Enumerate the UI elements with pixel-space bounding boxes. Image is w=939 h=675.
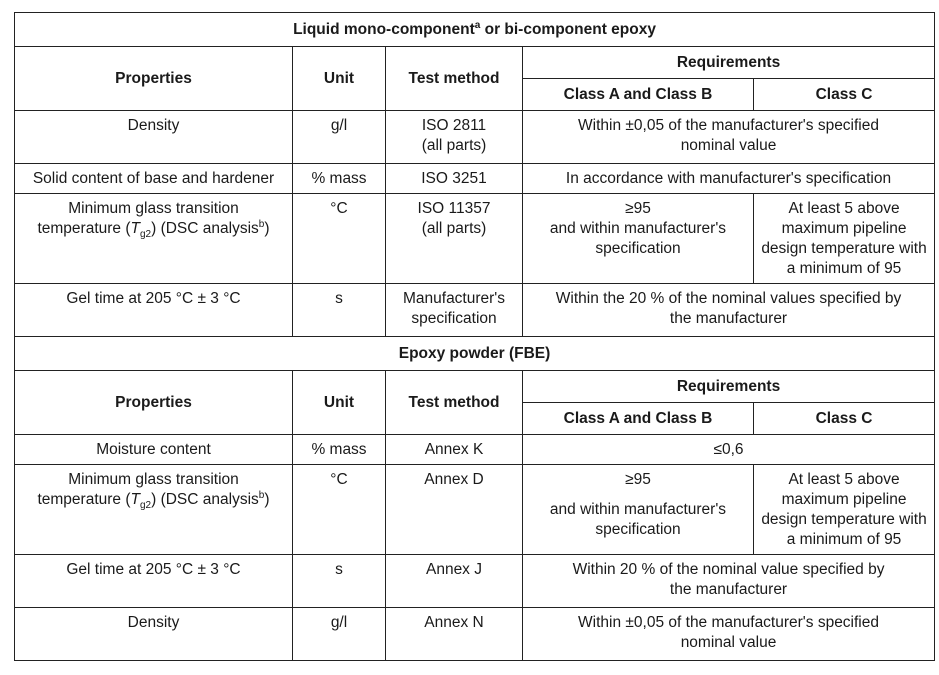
header-row-1 <box>15 47 935 79</box>
header-unit: Unit <box>293 47 386 111</box>
table-row <box>15 284 935 337</box>
cell-method: Annex K <box>386 435 523 465</box>
cell-property: Density <box>15 111 293 164</box>
table-row <box>15 555 935 608</box>
cell-method: Annex D <box>386 465 523 555</box>
cell-requirement: Within 20 % of the nominal value specified by the manufacturer <box>523 555 935 608</box>
section-liquid-epoxy-title-row <box>15 13 935 47</box>
header-properties: Properties <box>15 47 293 111</box>
cell-requirement: In accordance with manufacturer's specification <box>523 164 935 194</box>
cell-method: ISO 11357 (all parts) <box>386 194 523 284</box>
cell-method: Annex J <box>386 555 523 608</box>
section-liquid-epoxy-title: Liquid mono-component$^a$ or bi-component epoxy <box>15 13 935 47</box>
header-test-method: Test method <box>386 47 523 111</box>
table-row <box>15 435 935 465</box>
footnote-a-marker: a <box>474 19 481 31</box>
cell-unit: g/l <box>293 111 386 164</box>
cell-property: Minimum glass transition temperature $(T_{g2})$ (DSC analysis$^b$) <box>15 194 293 284</box>
cell-method: ISO 2811 (all parts) <box>386 111 523 164</box>
cell-unit: g/l <box>293 608 386 661</box>
header-unit: Unit <box>293 371 386 435</box>
cell-property: Solid content of base and hardener <box>15 164 293 194</box>
header-class-c: Class C <box>754 79 935 111</box>
header-class-c: Class C <box>754 403 935 435</box>
cell-unit: s <box>293 284 386 337</box>
cell-requirement: Within the 20 % of the nominal values specified by the manufacturer <box>523 284 935 337</box>
cell-method: Manufacturer's specification <box>386 284 523 337</box>
cell-property: Gel time at 205 °C ± 3 °C <box>15 284 293 337</box>
table-row <box>15 465 935 555</box>
cell-requirement-class-c: At least 5 above maximum pipeline design temperature with a minimum of 95 <box>754 465 935 555</box>
requirements-table-container <box>14 12 934 661</box>
header-class-ab: Class A and Class B <box>523 79 754 111</box>
header-requirements: Requirements <box>523 47 935 79</box>
cell-unit: °C <box>293 194 386 284</box>
cell-property: Moisture content <box>15 435 293 465</box>
cell-unit: s <box>293 555 386 608</box>
header-class-ab: Class A and Class B <box>523 403 754 435</box>
table-row <box>15 111 935 164</box>
header-requirements: Requirements <box>523 371 935 403</box>
cell-requirement-class-ab: ≥95 and within manufacturer's specification <box>523 194 754 284</box>
cell-requirement-class-ab: ≥95 and within manufacturer's specification <box>523 465 754 555</box>
cell-property: Minimum glass transition temperature $(T_{g2})$ (DSC analysis$^b$) <box>15 465 293 555</box>
cell-requirement: Within ±0,05 of the manufacturer's specified nominal value <box>523 111 935 164</box>
header-properties: Properties <box>15 371 293 435</box>
cell-property: Density <box>15 608 293 661</box>
header-row-1 <box>15 371 935 403</box>
table-row <box>15 608 935 661</box>
cell-property: Gel time at 205 °C ± 3 °C <box>15 555 293 608</box>
section-epoxy-powder-title: Epoxy powder (FBE) <box>15 337 935 371</box>
section-epoxy-powder-title-row <box>15 337 935 371</box>
table-row <box>15 164 935 194</box>
cell-method: ISO 3251 <box>386 164 523 194</box>
cell-requirement: ≤0,6 <box>523 435 935 465</box>
table-row <box>15 194 935 284</box>
footnote-b-marker: b <box>258 218 265 230</box>
header-test-method: Test method <box>386 371 523 435</box>
cell-requirement-class-c: At least 5 above maximum pipeline design temperature with a minimum of 95 <box>754 194 935 284</box>
epoxy-requirements-table <box>14 12 935 661</box>
cell-unit: % mass <box>293 164 386 194</box>
footnote-b-marker: b <box>258 489 265 501</box>
cell-method: Annex N <box>386 608 523 661</box>
cell-requirement: Within ±0,05 of the manufacturer's specified nominal value <box>523 608 935 661</box>
cell-unit: °C <box>293 465 386 555</box>
cell-unit: % mass <box>293 435 386 465</box>
